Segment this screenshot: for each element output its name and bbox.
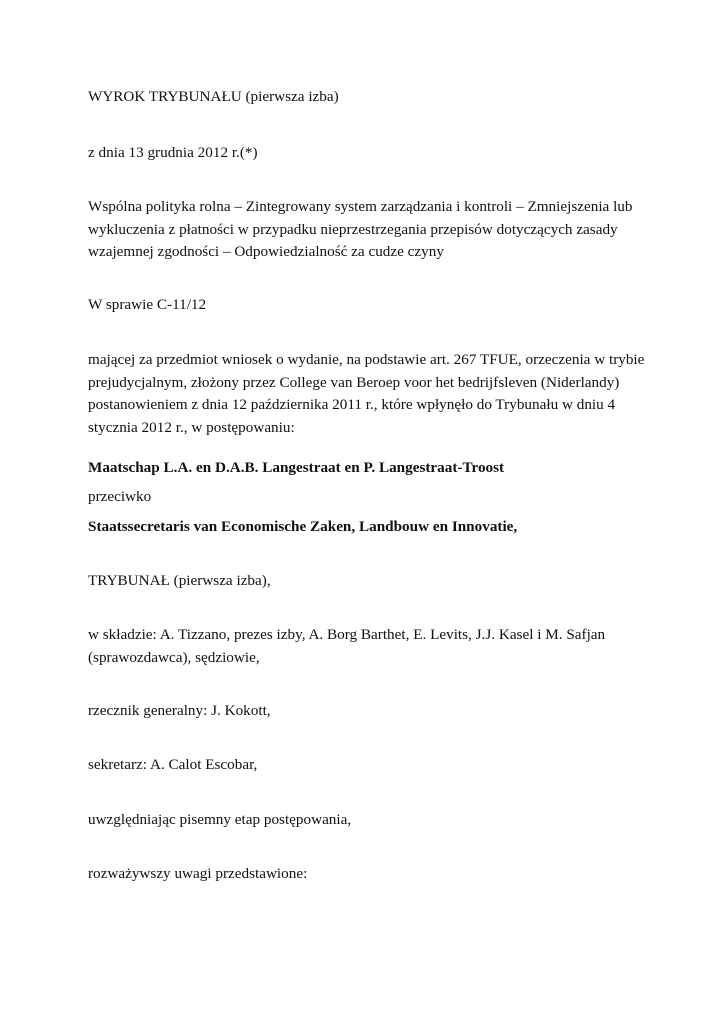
court-composition: [88, 624, 628, 669]
intro-line: stycznia 2012 r., w postępowaniu:: [88, 418, 295, 436]
composition-line: (sprawozdawca), sędziowie,: [88, 648, 260, 666]
subject-line: wykluczenia z płatności w przypadku nieprzestrzegania przepisów dotyczących zasady: [88, 220, 618, 238]
composition-line: w składzie: A. Tizzano, prezes izby, A. Borg Barthet, E. Levits, J.J. Kasel i M. Safjan: [88, 626, 606, 643]
subject-line: wzajemnej zgodności – Odpowiedzialność za cudze czyny: [88, 243, 444, 260]
intro-line: postanowieniem z dnia 12 października 2011 r., które wpłynęło do Trybunału w dniu 4: [88, 396, 616, 413]
advocate-general: rzecznik generalny: J. Kokott,: [88, 702, 271, 719]
court-chamber: TRYBUNAŁ (pierwsza izba),: [88, 572, 271, 589]
observations-intro: rozważywszy uwagi przedstawione:: [88, 865, 308, 882]
intro-line: prejudycjalnym, złożony przez College van Beroep voor het bedrijfsleven (Niderlandy): [88, 373, 620, 391]
subject-line: Wspólna polityka rolna – Zintegrowany system zarządzania i kontroli – Zmniejszenia lub: [88, 198, 633, 215]
party-defendant: Staatssecretaris van Economische Zaken, Landbouw en Innovatie,: [88, 518, 518, 535]
written-procedure: uwzględniając pisemny etap postępowania,: [88, 811, 352, 828]
registrar: sekretarz: A. Calot Escobar,: [88, 756, 258, 773]
subject-keywords: [88, 196, 633, 264]
judgment-date: z dnia 13 grudnia 2012 r.(*): [88, 144, 258, 161]
case-number: W sprawie C‑11/12: [88, 296, 207, 313]
party-applicant: Maatschap L.A. en D.A.B. Langestraat en P. Langestraat-Troost: [88, 459, 505, 476]
versus-label: przeciwko: [88, 488, 152, 505]
case-introduction: [88, 349, 645, 439]
intro-line: mającej za przedmiot wniosek o wydanie, na podstawie art. 267 TFUE, orzeczenia w trybie: [88, 351, 645, 368]
judgment-title: WYROK TRYBUNAŁU (pierwsza izba): [88, 88, 339, 105]
